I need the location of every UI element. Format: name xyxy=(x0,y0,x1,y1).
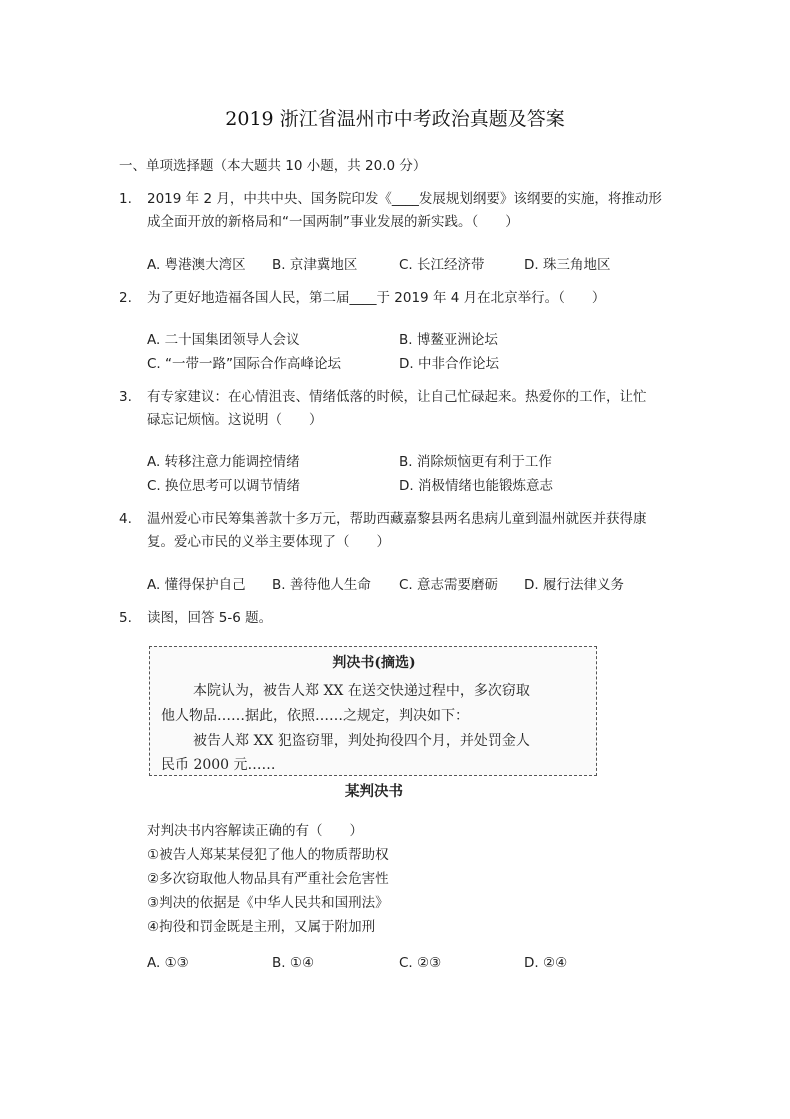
statement-item: ①被告人郑某某侵犯了他人的物质帮助权 xyxy=(147,847,389,863)
question-number: 5. xyxy=(119,610,132,626)
sub-question-prompt: 对判决书内容解读正确的有（ ） xyxy=(147,823,363,839)
option-d[interactable]: D. ②④ xyxy=(524,955,568,971)
excerpt-heading: 判决书(摘选) xyxy=(332,655,416,671)
option-d[interactable]: D. 履行法律义务 xyxy=(524,577,624,593)
question-number: 1. xyxy=(119,191,132,207)
judgment-excerpt-image xyxy=(147,640,601,806)
option-c[interactable]: C. 换位思考可以调节情绪 xyxy=(147,478,301,494)
option-a[interactable]: A. 粤港澳大湾区 xyxy=(147,257,246,273)
option-a[interactable]: A. 二十国集团领导人会议 xyxy=(147,332,300,348)
option-c[interactable]: C. ②③ xyxy=(399,955,442,971)
option-b[interactable]: B. 京津冀地区 xyxy=(272,257,358,273)
option-b[interactable]: B. 善待他人生命 xyxy=(272,577,371,593)
option-b[interactable]: B. 消除烦恼更有利于工作 xyxy=(399,454,552,470)
question-number: 2. xyxy=(119,290,132,306)
question-stem-line: 有专家建议：在心情沮丧、情绪低落的时候，让自己忙碌起来。热爱你的工作，让忙 xyxy=(147,389,647,405)
option-d[interactable]: D. 中非合作论坛 xyxy=(399,356,499,372)
option-a[interactable]: A. ①③ xyxy=(147,955,189,971)
statement-item: ③判决的依据是《中华人民共和国刑法》 xyxy=(147,895,389,911)
question-1 xyxy=(119,188,679,234)
option-d[interactable]: D. 消极情绪也能锻炼意志 xyxy=(399,478,553,494)
question-stem-line: 碌忘记烦恼。这说明（ ） xyxy=(147,412,323,428)
question-stem-line: 温州爱心市民筹集善款十多万元，帮助西藏嘉黎县两名患病儿童到温州就医并获得康 xyxy=(147,511,647,527)
question-stem-line: 2019 年 2 月，中共中央、国务院印发《____发展规划纲要》该纲要的实施，将推动形 xyxy=(147,191,662,207)
option-c[interactable]: C. “一带一路”国际合作高峰论坛 xyxy=(147,356,341,372)
option-c[interactable]: C. 长江经济带 xyxy=(399,257,485,273)
option-d[interactable]: D. 珠三角地区 xyxy=(524,257,611,273)
statement-item: ②多次窃取他人物品具有严重社会危害性 xyxy=(147,871,389,887)
option-a[interactable]: A. 转移注意力能调控情绪 xyxy=(147,454,300,470)
option-b[interactable]: B. 博鳌亚洲论坛 xyxy=(399,332,498,348)
option-b[interactable]: B. ①④ xyxy=(272,955,315,971)
section-heading: 一、单项选择题（本大题共 10 小题，共 20.0 分） xyxy=(119,158,427,174)
question-stem-line: 成全面开放的新格局和“一国两制”事业发展的新实践。（ ） xyxy=(147,214,519,230)
question-stem-line: 读图，回答 5-6 题。 xyxy=(147,610,273,626)
question-5 xyxy=(119,607,679,630)
option-c[interactable]: C. 意志需要磨砺 xyxy=(399,577,499,593)
question-number: 3. xyxy=(119,389,132,405)
option-a[interactable]: A. 懂得保护自己 xyxy=(147,577,246,593)
excerpt-line: 本院认为，被告人郑 XX 在送交快递过程中，多次窃取 xyxy=(193,683,530,699)
excerpt-line: 被告人郑 XX 犯盗窃罪，判处拘役四个月，并处罚金人 xyxy=(193,733,530,749)
excerpt-caption: 某判决书 xyxy=(345,783,403,800)
question-3 xyxy=(119,386,679,432)
question-stem-line: 复。爱心市民的义举主要体现了（ ） xyxy=(147,534,390,550)
question-stem-line: 为了更好地造福各国人民，第二届____于 2019 年 4 月在北京举行。（ ） xyxy=(147,290,606,306)
page-title: 2019 浙江省温州市中考政治真题及答案 xyxy=(225,108,565,130)
statement-item: ④拘役和罚金既是主刑，又属于附加刑 xyxy=(147,919,376,935)
question-4 xyxy=(119,508,679,554)
question-number: 4. xyxy=(119,511,132,527)
question-2 xyxy=(119,287,679,310)
excerpt-line: 民币 2000 元…… xyxy=(161,757,276,773)
excerpt-line: 他人物品……据此，依照……之规定，判决如下： xyxy=(161,708,469,724)
